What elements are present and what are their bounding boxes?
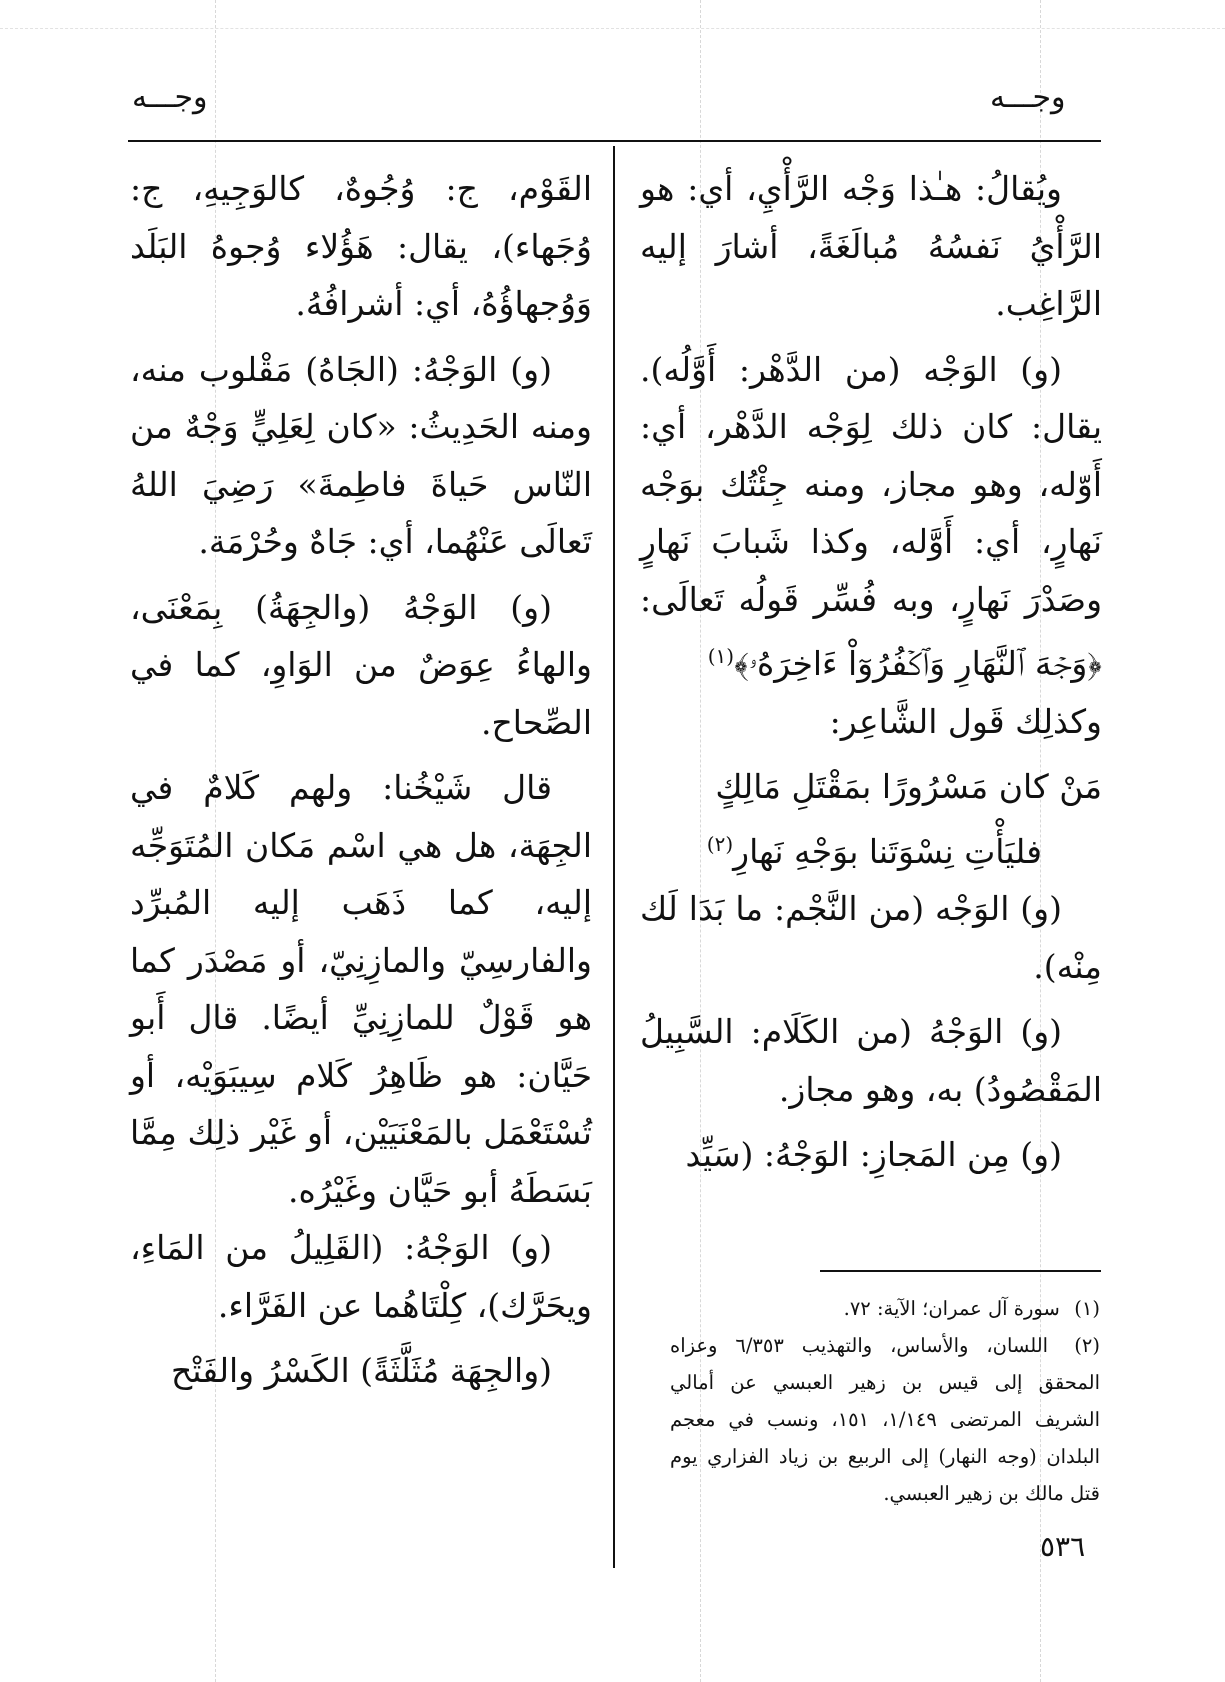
paragraph: ويُقالُ: هـٰذا وَجْه الرَّأْيِ، أي: هو الرَّأْيُ نَفسُهُ مُبالَغَةً، أشارَ إليه الرَّاغِب. xyxy=(640,169,1102,323)
paragraph: قال شَيْخُنا: ولهم كَلامٌ في الجِهَة، هل هي اسْم مَكان المُتَوَجِّه إليه، كما ذَهَب إليه المُبرِّد والفارسِيّ والمازِنِيّ، أو مَصْدَر كما هو قَوْلٌ للمازِنِيِّ أيضًا. قال أَبو حَيَّان: هو ظَاهِرُ كَلام سِيبَوَيْه، أو تُسْتَعْمَل بالمَعْنَيَيْن، أو غَيْر ذلِك مِمَّا بَسَطَهُ أبو حَيَّان وغَيْرُه. xyxy=(130,768,592,1210)
paragraph: (و) الوَجْهُ: (الجَاهُ) مَقْلوب منه، ومنه الحَدِيثُ: «كان لِعَلِيٍّ وَجْهٌ من النّاس حَياةَ فاطِمةَ» رَضِيَ اللهُ تَعالَى عَنْهُما، أي: جَاهٌ وحُرْمَة. xyxy=(130,349,592,561)
verse-hemistich-2: فليَأْتِ نِسْوَتَنا بوَجْهِ نَهارِ$^{(٢)}$ xyxy=(706,831,1042,871)
footnote-text: سورة آل عمران؛ الآية: ٧٢. xyxy=(843,1297,1060,1320)
paragraph: (و) الوَجْه (من النَّجْم: ما بَدَا لَك مِنْه). xyxy=(640,889,1102,986)
left-column xyxy=(130,160,592,1400)
page-number: ٥٣٦ xyxy=(1040,1530,1086,1563)
verse-hemistich-1: مَنْ كان مَسْرُورًا بمَقْتَلِ مَالِكٍ xyxy=(715,767,1102,806)
paragraph: القَوْم، ج: وُجُوهٌ، كالوَجِيهِ، ج: وُجَهاء)، يقال: هَؤُلاء وُجوهُ البَلَد وَوُجهاؤُهُ، أي: أشرافُهُ. xyxy=(130,169,592,323)
right-column xyxy=(640,160,1102,1184)
fold-guide xyxy=(0,28,1225,29)
paragraph: (و) مِن المَجازِ: الوَجْهُ: (سَيِّد xyxy=(685,1135,1062,1174)
paragraph: (و) الوَجْه (من الدَّهْر: أَوَّلُه). يقال: كان ذلك لِوَجْه الدَّهْر، أي: أَوّله، وهو مجاز، ومنه جِئْتُك بوَجْه نَهارٍ، أي: أَوَّله، وكذا شَبابَ نَهارٍ وصَدْرَ نَهارٍ، وبه فُسِّر قَولُه تَعالَى: ﴿وَجۡهَ ٱلنَّهَارِ وَٱكۡفُرُوٓاْ ءَاخِرَهُۥ﴾$^{(١)}$ xyxy=(640,349,1102,683)
footnote-marker: (١) xyxy=(707,644,735,668)
paragraph: (و) الوَجْهُ (من الكَلَام: السَّبِيلُ المَقْصُودُ) به، وهو مجاز. xyxy=(640,1012,1102,1109)
column-divider xyxy=(613,146,615,1568)
header-rule xyxy=(128,140,1101,142)
footnote-marker: (٢) xyxy=(706,831,734,856)
footnote-number: (٢) xyxy=(1074,1334,1100,1357)
paragraph: وكذلِك قَول الشَّاعِر: xyxy=(829,701,1102,741)
footnote xyxy=(670,1290,1100,1327)
footnote-number: (١) xyxy=(1074,1297,1100,1320)
paragraph: (و) الوَجْهُ (والجِهَةُ) بِمَعْنَى، والهاءُ عِوَضٌ من الوَاوِ، كما في الصِّحاح. xyxy=(130,587,592,742)
running-header-right: وجـــه xyxy=(990,80,1066,115)
footnote-text: اللسان، والأساس، والتهذيب ٦/٣٥٣ وعزاه المحقق إلى قيس بن زهير العبسي عن أمالي الشريف المرتضى ١/١٤٩، ١٥١، ونسب في معجم البلدان (وجه النهار) إلى الربيع بن زياد الفزاري يوم قتل مالك بن زهير العبسي. xyxy=(670,1334,1100,1505)
paragraph: (والجِهَة مُثَلَّثَةً) الكَسْرُ والفَتْح xyxy=(171,1351,552,1390)
footnote xyxy=(670,1327,1100,1512)
running-header-left: وجـــه xyxy=(132,80,208,115)
footnotes xyxy=(670,1290,1100,1512)
paragraph: (و) الوَجْهُ: (القَلِيلُ من المَاءِ، ويحَرَّك)، كِلْتَاهُما عن الفَرَّاء. xyxy=(130,1228,592,1325)
footnote-rule xyxy=(820,1270,1101,1272)
